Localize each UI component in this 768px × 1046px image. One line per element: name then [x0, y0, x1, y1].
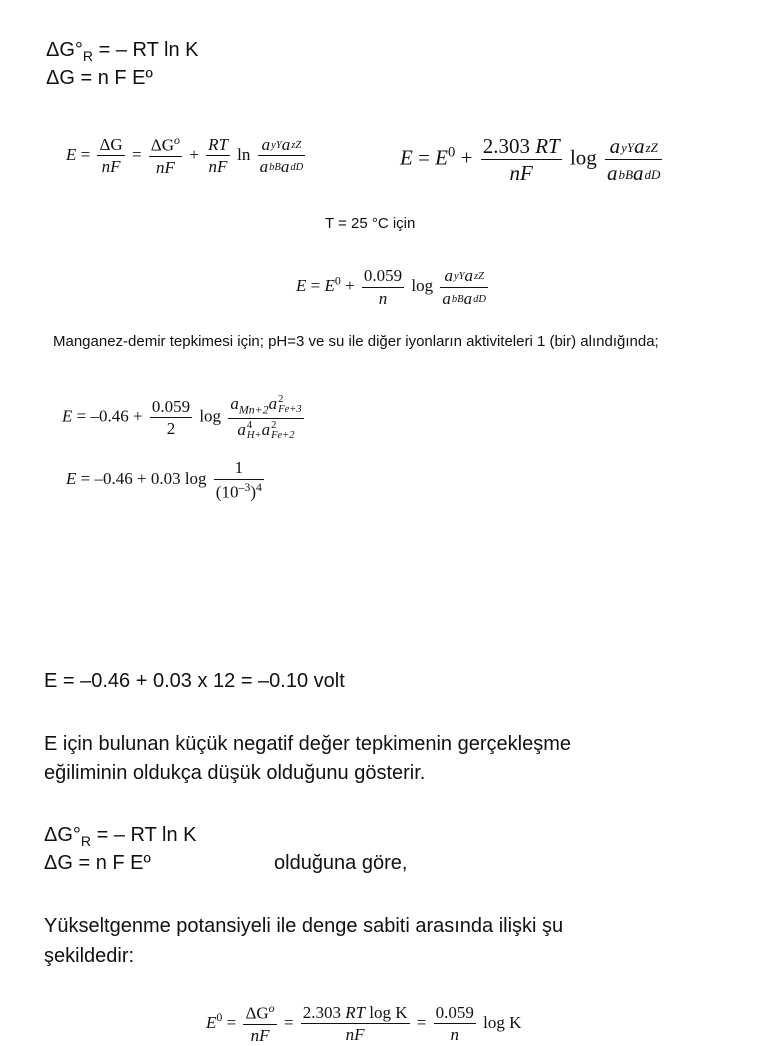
interpretation-line-2: eğiliminin oldukça düşük olduğunu gösterir.	[44, 762, 426, 784]
interpretation-line-1: E için bulunan küçük negatif değer tepkimenin gerçekleşme	[44, 733, 571, 755]
gibbs-standard-equation: $\Delta G^\circ_R$ = – RT ln K	[46, 39, 199, 64]
manganese-iron-text: Manganez-demir tepkimesi için; pH=3 ve su ile diğer iyonların aktiviteleri 1 (bir) alındığında;	[53, 333, 659, 350]
manganese-substituted-equation: E = –0.46 + 0.03 log $\frac{1}{(10^{-3})^4}$	[66, 458, 262, 502]
result-equation: E = –0.46 + 0.03 x 12 = –0.10 volt	[44, 670, 345, 692]
gibbs-standard-equation-repeat: $\Delta G^\circ_R$ = – RT ln K	[44, 824, 197, 849]
manganese-nernst-equation: E = –0.46 + $\frac{0.059}{2}$ log $a_{Mn+2}a$ 2 Fe+3 a 4 H+a 2 Fe+2	[62, 394, 302, 442]
relation-line-2: şekildedir:	[44, 945, 135, 967]
relation-line-1: Yükseltgenme potansiyeli ile denge sabiti arasında ilişki şu	[44, 915, 564, 937]
nernst-equation-ln: E = $\frac{\Delta G}{nF}$ = $\frac{\Delta G^o}{nF}$ + $\frac{RT}{nF}$ ln $\frac{\text{ayYazZ}}{\text{abBadD}}$	[66, 133, 304, 178]
gibbs-electrode-equation: ΔG = n F Eº	[46, 67, 153, 89]
gibbs-electrode-equation-repeat: ΔG = n F Eº	[44, 852, 151, 874]
nernst-equation-25c: $E = E^0$ + $\frac{0.059}{n}$ log $\frac{\text{ayYazZ}}{\text{abBadD}}$	[296, 266, 486, 308]
nernst-equation-log: $E = E^0$ + $\frac{2.303 RT}{nF}$ log $\frac{\text{ayYazZ}}{\text{abBadD}}$	[400, 134, 661, 186]
temperature-label: T = 25 °C için	[325, 215, 416, 232]
bottom-relation-equation: $E^0$ = $\frac{\Delta G^o}{nF}$ = $\frac{\text{2.303 RT log K}}{nF}$ = $\frac{0.059}{n}$ log K	[206, 1001, 522, 1046]
since-label: olduğuna göre,	[274, 852, 408, 874]
